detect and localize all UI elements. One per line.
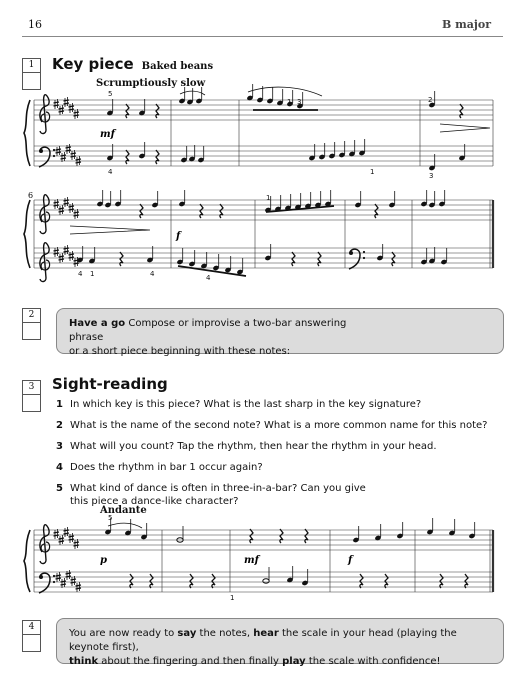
fingering: 5	[108, 514, 113, 522]
page-number: 16	[28, 18, 42, 31]
fingering: 4	[108, 168, 113, 176]
have-a-go-text-2: or a short piece beginning with these notes:	[69, 346, 291, 357]
scale-text: the scale in your head (playing the keynote first),	[69, 628, 457, 653]
question-number: 2	[56, 420, 63, 431]
fingering: 5	[108, 90, 113, 98]
have-a-go-callout	[56, 308, 504, 357]
dynamic-p: p	[100, 555, 107, 566]
question-text: What is the name of the second note? What is a more common name for this note?	[70, 420, 488, 431]
question-item	[56, 419, 496, 432]
key-label: B major	[441, 18, 491, 31]
question-number: 1	[56, 399, 63, 410]
section-number: 4	[23, 621, 40, 635]
scale-say: say	[177, 628, 197, 639]
section-title: Key piece	[52, 55, 134, 73]
fingering: 1	[266, 194, 271, 202]
tempo-marking: Scrumptiously slow	[96, 78, 206, 89]
fingering: 4	[150, 270, 155, 278]
question-number: 4	[56, 462, 63, 473]
scale-text: You are now ready to	[69, 628, 178, 639]
have-a-go-text-1: Compose or improvise a two-bar answering phrase	[69, 318, 347, 343]
fingering: 1	[90, 270, 95, 278]
system-1	[24, 84, 493, 171]
have-a-go-label: Have a go	[69, 318, 126, 329]
sight-reading-heading: Sight-reading	[52, 375, 168, 393]
bar-number: 6	[28, 191, 34, 200]
question-number: 5	[56, 483, 63, 494]
scale-text: the scale with confidence!	[305, 656, 441, 667]
fingering: 1	[287, 98, 292, 106]
section-number: 1	[23, 59, 40, 73]
system-2	[24, 190, 493, 282]
question-text: What kind of dance is often in three-in-a-bar? Can you give this piece a dance-like character?	[70, 483, 366, 507]
question-text: What will you count? Tap the rhythm, then hear the rhythm in your head.	[70, 441, 437, 452]
scale-play: play	[282, 656, 306, 667]
section-number: 3	[23, 381, 40, 395]
fingering: 4	[78, 270, 83, 278]
question-item	[56, 440, 496, 453]
scale-callout	[56, 618, 504, 667]
scale-text: about the fingering and then finally	[98, 656, 283, 667]
section-number: 2	[23, 309, 40, 323]
scale-think: think	[69, 656, 99, 667]
dynamic-mf: mf	[100, 129, 115, 140]
fingering: 3	[297, 98, 302, 106]
scale-hear: hear	[253, 628, 279, 639]
fingering: 1	[230, 594, 235, 602]
dynamic-f: f	[176, 231, 181, 242]
scale-text: the notes,	[196, 628, 254, 639]
tempo-marking-andante: Andante	[100, 505, 147, 516]
fingering: 2	[428, 96, 433, 104]
question-item	[56, 398, 496, 411]
question-number: 3	[56, 441, 63, 452]
question-text: Does the rhythm in bar 1 occur again?	[70, 462, 263, 473]
question-item	[56, 461, 496, 474]
fingering: 4	[206, 274, 211, 282]
fingering: 3	[429, 172, 434, 180]
dynamic-mf-2: mf	[244, 555, 259, 566]
sight-reading-questions	[56, 398, 496, 516]
fingering: 1	[370, 168, 375, 176]
question-text: In which key is this piece? What is the last sharp in the key signature?	[70, 399, 422, 410]
piece-title: Baked beans	[141, 61, 214, 72]
dynamic-f-2: f	[348, 555, 353, 566]
